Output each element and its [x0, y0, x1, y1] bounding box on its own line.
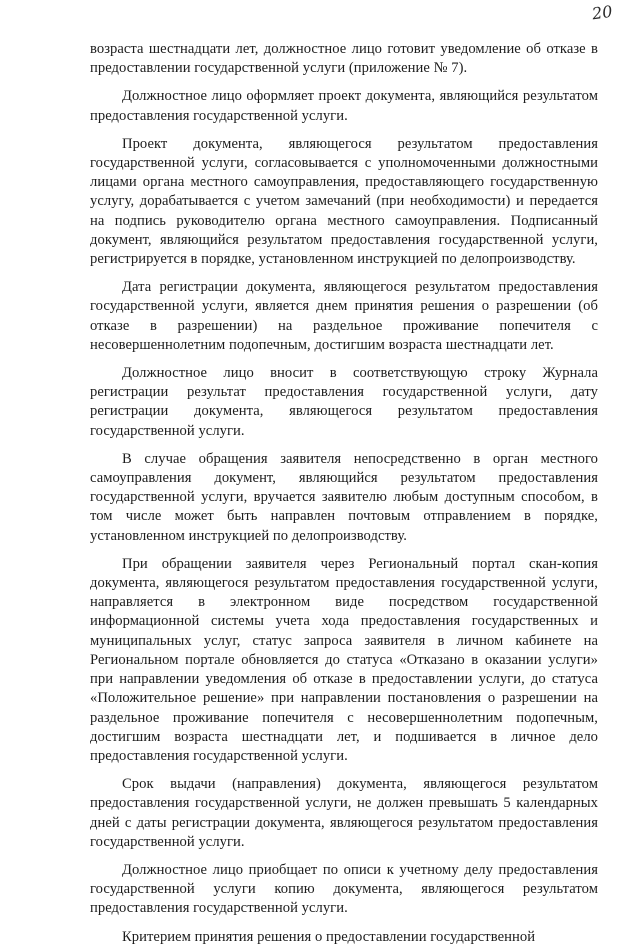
paragraph: Должностное лицо оформляет проект документа, являющийся результатом предоставления государственной услуги.: [90, 88, 598, 124]
page-number: 20: [590, 1, 614, 24]
paragraph: возраста шестнадцати лет, должностное лицо готовит уведомление об отказе в предоставлении государственной услуги (приложение № 7).: [90, 41, 598, 77]
paragraph: Критерием принятия решения о предоставлении государственной: [122, 928, 536, 945]
paragraph: Проект документа, являющегося результатом предоставления государственной услуги, согласовывается с уполномоченными должностными лицами органа местного самоуправления, предоставляющего государственную услугу, дорабатывается с учетом замечаний (при необходимости) и передается на подпись руководителю органа местного самоуправления. Подписанный документ, являющийся результатом предоставления государственной услуги, регистрируется в порядке, установленном инструкцией по делопроизводству.: [90, 135, 598, 268]
paragraph: Должностное лицо вносит в соответствующую строку Журнала регистрации результат предоставления государственной услуги, дату регистрации документа, являющегося результатом предоставления государственной услуги.: [90, 365, 598, 439]
paragraph: Дата регистрации документа, являющегося результатом предоставления государственной услуги, является днем принятия решения о разрешении (об отказе в разрешении) на раздельное проживание попечителя с несовершеннолетним подопечным, достигшим возраста шестнадцати лет.: [90, 279, 598, 353]
document-body: [90, 40, 598, 947]
paragraph: Должностное лицо приобщает по описи к учетному делу предоставления государственной услуги копию документа, являющегося результатом предоставления государственной услуги.: [90, 861, 598, 917]
paragraph: Срок выдачи (направления) документа, являющегося результатом предоставления государственной услуги, не должен превышать 5 календарных дней с даты регистрации документа, являющегося результатом предоставления государственной услуги.: [90, 776, 598, 850]
paragraph: При обращении заявителя через Региональный портал скан-копия документа, являющегося результатом предоставления государственной услуги, направляется в электронном виде посредством государственной информационной системы учета хода предоставления государственных и муниципальных услуг, статус запроса заявителя в личном кабинете на Региональном портале обновляется до статуса «Отказано в оказании услуги» при направлении уведомления об отказе в предоставлении услуги, до статуса «Положительное решение» при направлении постановления о разрешении на раздельное проживание попечителя с несовершеннолетним подопечным, достигшим возраста шестнадцати лет, и подшивается в личное дело предоставления государственной услуги.: [90, 555, 598, 764]
paragraph: В случае обращения заявителя непосредственно в орган местного самоуправления документ, являющийся результатом предоставления государственной услуги, вручается заявителю любым доступным способом, в том числе может быть направлен почтовым отправлением в порядке, установленном инструкцией по делопроизводству.: [90, 450, 598, 544]
